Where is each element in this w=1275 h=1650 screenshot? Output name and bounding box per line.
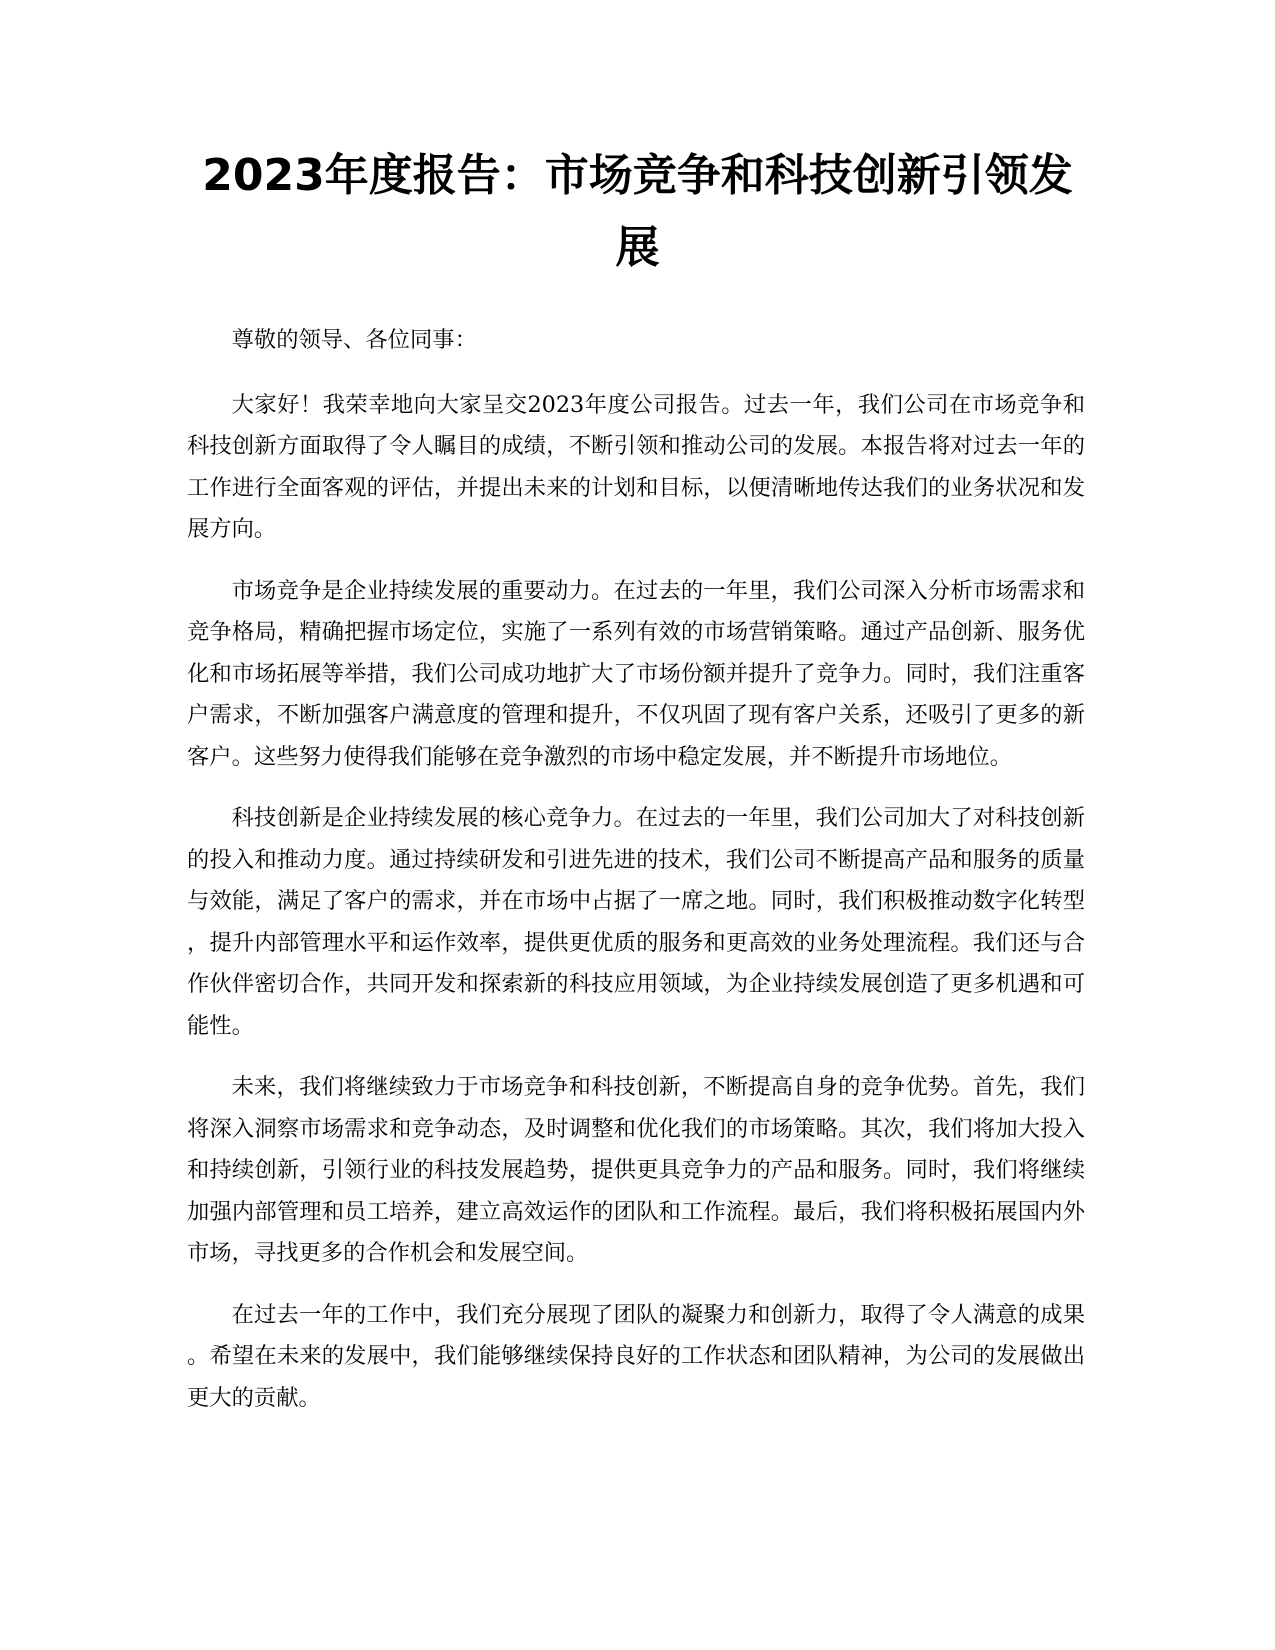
document-title: 2023年度报告：市场竞争和科技创新引领发展 bbox=[202, 150, 1073, 273]
paragraph-market-competition: 市场竞争是企业持续发展的重要动力。在过去的一年里，我们公司深入分析市场需求和竞争格局，精确把握市场定位，实施了一系列有效的市场营销策略。通过产品创新、服务优化和市场拓展等举措，我们公司成功地扩大了市场份额并提升了竞争力。同时，我们注重客户需求，不断加强客户满意度的管理和提升，不仅巩固了现有客户关系，还吸引了更多的新客户。这些努力使得我们能够在竞争激烈的市场中稳定发展，并不断提升市场地位。 bbox=[187, 577, 1085, 770]
paragraph-intro: 大家好！我荣幸地向大家呈交2023年度公司报告。过去一年，我们公司在市场竞争和科技创新方面取得了令人瞩目的成绩，不断引领和推动公司的发展。本报告将对过去一年的工作进行全面客观的评估，并提出未来的计划和目标，以便清晰地传达我们的业务状况和发展方向。 bbox=[187, 391, 1085, 542]
document-body bbox=[187, 320, 1085, 1439]
paragraph-future-plans: 未来，我们将继续致力于市场竞争和科技创新，不断提高自身的竞争优势。首先，我们将深入洞察市场需求和竞争动态，及时调整和优化我们的市场策略。其次，我们将加大投入和持续创新，引领行业的科技发展趋势，提供更具竞争力的产品和服务。同时，我们将继续加强内部管理和员工培养，建立高效运作的团队和工作流程。最后，我们将积极拓展国内外市场，寻找更多的合作机会和发展空间。 bbox=[187, 1074, 1085, 1266]
greeting-paragraph: 尊敬的领导、各位同事： bbox=[231, 327, 477, 353]
paragraph-conclusion: 在过去一年的工作中，我们充分展现了团队的凝聚力和创新力，取得了令人满意的成果。希望在未来的发展中，我们能够继续保持良好的工作状态和团队精神，为公司的发展做出更大的贡献。 bbox=[187, 1301, 1085, 1411]
paragraph-tech-innovation: 科技创新是企业持续发展的核心竞争力。在过去的一年里，我们公司加大了对科技创新的投入和推动力度。通过持续研发和引进先进的技术，我们公司不断提高产品和服务的质量与效能，满足了客户的需求，并在市场中占据了一席之地。同时，我们积极推动数字化转型，提升内部管理水平和运作效率，提供更优质的服务和更高效的业务处理流程。我们还与合作伙伴密切合作，共同开发和探索新的科技应用领域，为企业持续发展创造了更多机遇和可能性。 bbox=[187, 805, 1085, 1039]
